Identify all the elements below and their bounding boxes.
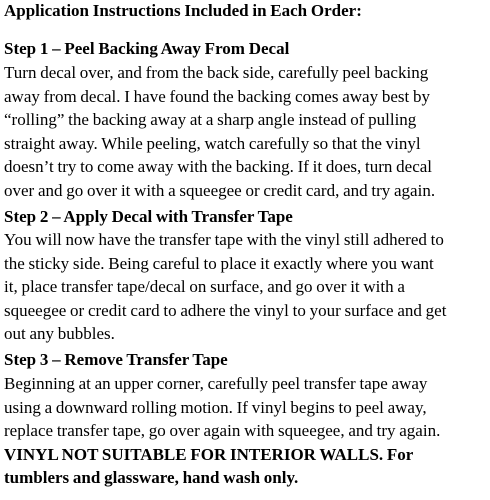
step-3-line: replace transfer tape, go over again with squeegee, and try again. (4, 421, 441, 440)
step-1-line: over and go over it with a squeegee or credit card, and try again. (4, 181, 436, 200)
warning-line: VINYL NOT SUITABLE FOR INTERIOR WALLS. For (4, 445, 414, 464)
step-1-line: doesn’t try to come away with the backing. If it does, turn decal (4, 157, 433, 176)
warning-line: tumblers and glassware, hand wash only. (4, 468, 299, 487)
step-2-line: out any bubbles. (4, 324, 115, 343)
step-1-line: Turn decal over, and from the back side, carefully peel backing (4, 63, 429, 82)
step-1-line: straight away. While peeling, watch carefully so that the vinyl (4, 134, 421, 153)
step-3-line: Beginning at an upper corner, carefully peel transfer tape away (4, 374, 428, 393)
step-1-line: away from decal. I have found the backing comes away best by (4, 87, 430, 106)
document-title: Application Instructions Included in Each Order: (4, 1, 362, 20)
step-2-line: squeegee or credit card to adhere the vinyl to your surface and get (4, 301, 447, 320)
step-2-line: You will now have the transfer tape with the vinyl still adhered to (4, 230, 444, 249)
step-3-heading: Step 3 – Remove Transfer Tape (4, 350, 228, 369)
step-2-line: it, place transfer tape/decal on surface, and go over it with a (4, 277, 405, 296)
step-2-heading: Step 2 – Apply Decal with Transfer Tape (4, 207, 293, 226)
step-1-heading: Step 1 – Peel Backing Away From Decal (4, 39, 290, 58)
step-3-line: using a downward rolling motion. If vinyl begins to peel away, (4, 398, 427, 417)
step-2-line: the sticky side. Being careful to place it exactly where you want (4, 254, 434, 273)
step-1-line: “rolling” the backing away at a sharp angle instead of pulling (4, 110, 417, 129)
